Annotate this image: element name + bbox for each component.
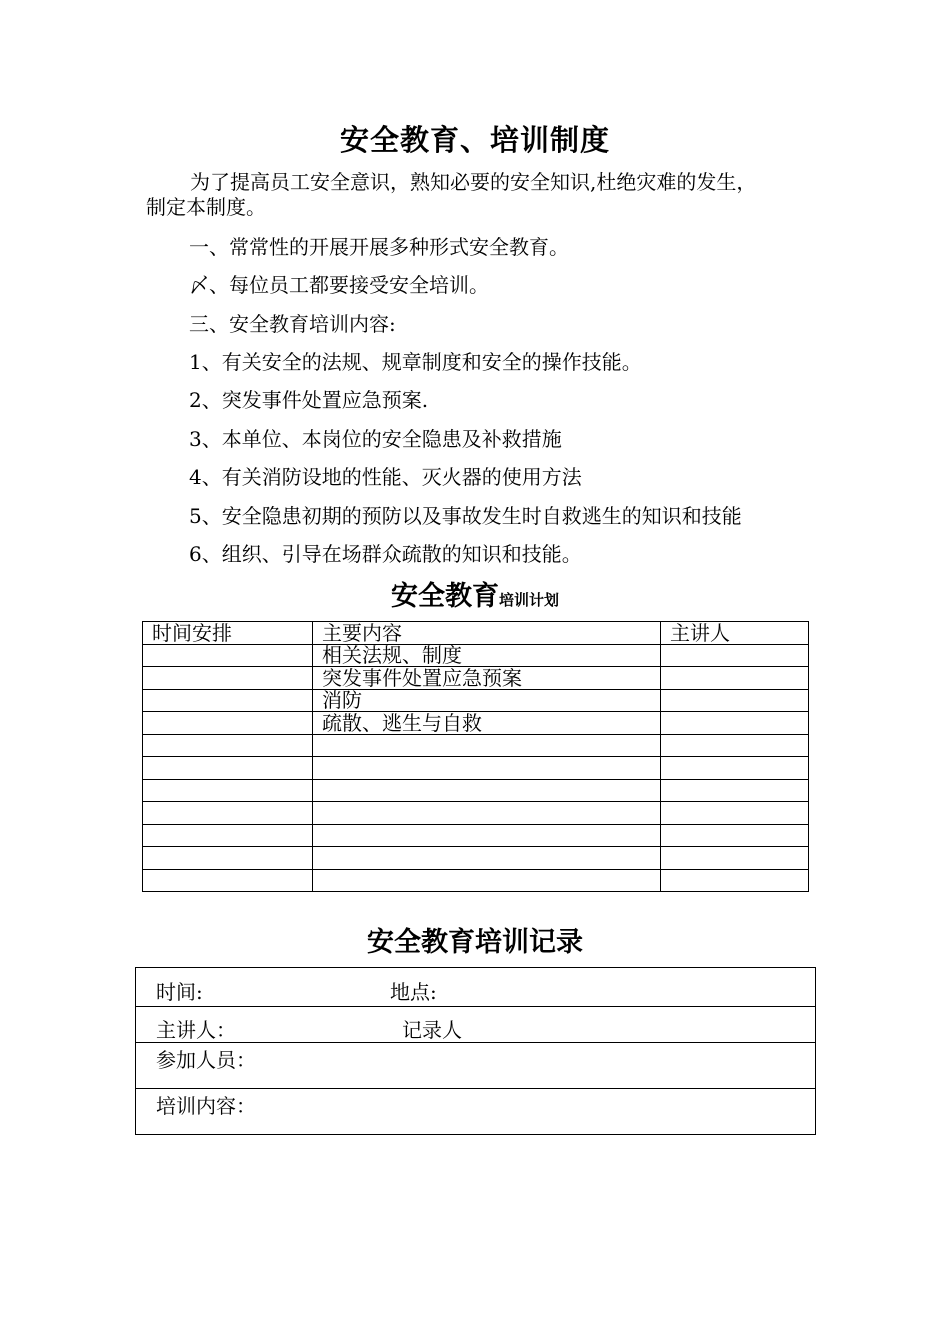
table-row	[143, 757, 809, 780]
training-record-form	[135, 967, 816, 1135]
section-item: 一、常常性的开展开展多种形式安全教育。	[189, 235, 569, 259]
table-row	[143, 734, 809, 757]
table-cell	[143, 734, 313, 757]
table-cell	[661, 779, 809, 802]
section-item: 5、安全隐患初期的预防以及事故发生时自救逃生的知识和技能	[189, 504, 742, 528]
section-item: 〆、每位员工都要接受安全培训。	[189, 273, 489, 297]
table-row	[143, 847, 809, 870]
table-cell	[143, 847, 313, 870]
section-item: 三、安全教育培训内容:	[189, 312, 396, 336]
table-cell	[661, 712, 809, 735]
record-divider	[136, 1088, 815, 1089]
record-divider	[136, 1006, 815, 1007]
table-row	[143, 644, 809, 667]
table-header-row	[143, 622, 809, 645]
document-title: 安全教育、培训制度	[339, 123, 610, 157]
plan-title-sub: 培训计划	[498, 591, 559, 609]
table-cell	[313, 824, 661, 847]
record-divider	[136, 1042, 815, 1043]
table-cell: 突发事件处置应急预案	[313, 667, 661, 690]
table-cell	[313, 757, 661, 780]
table-cell	[143, 757, 313, 780]
table-row	[143, 667, 809, 690]
table-row	[143, 802, 809, 825]
table-row	[143, 869, 809, 892]
table-cell	[143, 824, 313, 847]
table-cell	[661, 689, 809, 712]
table-cell	[143, 644, 313, 667]
training-plan-table	[142, 621, 809, 892]
section-item: 6、组织、引导在场群众疏散的知识和技能。	[189, 542, 582, 566]
section-item: 1、有关安全的法规、规章制度和安全的操作技能。	[189, 350, 642, 374]
section-item: 3、本单位、本岗位的安全隐患及补救措施	[189, 427, 562, 451]
recorder-label: 记录人	[402, 1018, 462, 1042]
table-cell	[143, 869, 313, 892]
table-cell	[313, 869, 661, 892]
intro-line-1: 为了提高员工安全意识，熟知必要的安全知识,杜绝灾难的发生，	[190, 170, 757, 194]
table-cell	[143, 689, 313, 712]
table-cell	[661, 802, 809, 825]
table-cell	[143, 667, 313, 690]
section-item: 4、有关消防设地的性能、灭火器的使用方法	[189, 465, 582, 489]
lecturer-label: 主讲人：	[156, 1018, 236, 1042]
participants-label: 参加人员：	[156, 1048, 256, 1072]
section-item: 2、突发事件处置应急预案.	[189, 388, 429, 412]
header-content: 主要内容	[313, 622, 661, 645]
table-row	[143, 824, 809, 847]
table-cell	[661, 869, 809, 892]
table-cell	[313, 779, 661, 802]
table-cell	[661, 667, 809, 690]
table-row	[143, 689, 809, 712]
table-row	[143, 712, 809, 735]
table-cell	[313, 847, 661, 870]
plan-title	[0, 574, 950, 613]
table-row	[143, 779, 809, 802]
content-label: 培训内容：	[156, 1094, 256, 1118]
header-time: 时间安排	[143, 622, 313, 645]
table-cell	[661, 847, 809, 870]
table-cell	[143, 779, 313, 802]
table-cell	[661, 734, 809, 757]
table-cell	[143, 802, 313, 825]
table-cell	[661, 644, 809, 667]
table-cell	[313, 802, 661, 825]
table-cell: 相关法规、制度	[313, 644, 661, 667]
intro-paragraph	[146, 170, 814, 220]
table-cell	[661, 757, 809, 780]
time-label: 时间:	[156, 980, 203, 1004]
record-title: 安全教育培训记录	[367, 927, 583, 958]
header-lecturer: 主讲人	[661, 622, 809, 645]
table-cell	[143, 712, 313, 735]
plan-title-main: 安全教育	[390, 581, 499, 612]
place-label: 地点:	[390, 980, 437, 1004]
table-cell: 疏散、逃生与自救	[313, 712, 661, 735]
table-cell: 消防	[313, 689, 661, 712]
table-cell	[313, 734, 661, 757]
table-cell	[661, 824, 809, 847]
intro-line-2: 制定本制度。	[146, 195, 266, 219]
